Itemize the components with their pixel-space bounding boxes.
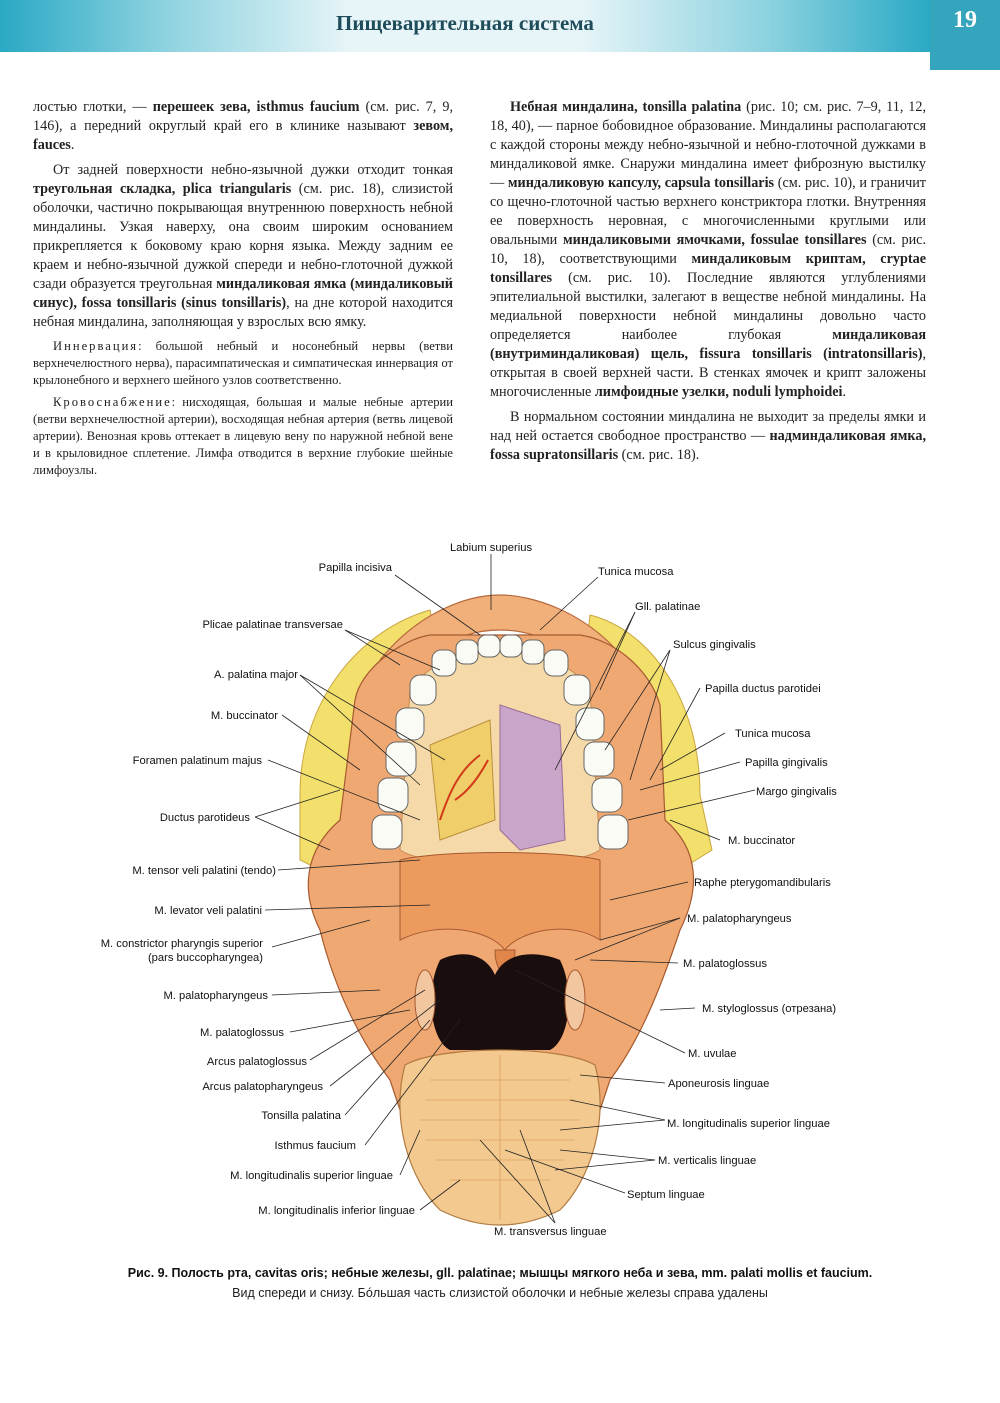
caption-title: Рис. 9. Полость рта, cavitas oris; небные железы, gll. palatinae; мышцы мягкого неба и зева, mm. palati mollis et faucium. xyxy=(127,1266,873,1280)
label-m-transversus: M. transversus linguae xyxy=(494,1226,607,1238)
label-plicae-palatinae: Plicae palatinae transversae xyxy=(202,619,343,631)
label-sulcus-gingivalis: Sulcus gingivalis xyxy=(673,639,756,651)
oral-cavity-illustration xyxy=(0,520,1000,1260)
page-header xyxy=(0,0,1000,70)
label-m-long-inf: M. longitudinalis inferior linguae xyxy=(258,1205,415,1217)
label-m-verticalis: M. verticalis linguae xyxy=(658,1155,757,1167)
label-m-palatoglossus-left: M. palatoglossus xyxy=(200,1027,284,1039)
tonsil-left xyxy=(415,970,435,1030)
label-m-palatopharyngeus-right: M. palatopharyngeus xyxy=(687,913,792,925)
paragraph-blood-supply: Кровоснабжение: нисходящая, большая и малые небные артерии (ветви верхнечелюстной артерии), восходящая небная артерия (ветвь лицевой артерии). Венозная кровь оттекает в лицевую вену по наружной небной вене и в крыловидное сплетение. Лимфа отводится в верхние глубокие шейные лимфоузлы. xyxy=(33,395,453,477)
caption-subtitle: Вид спереди и снизу. Бóльшая часть слизистой оболочки и небные железы справа удалены xyxy=(232,1286,768,1300)
label-ductus-parotideus: Ductus parotideus xyxy=(159,812,250,824)
figure-caption xyxy=(0,1266,1000,1300)
label-m-levator: M. levator veli palatini xyxy=(154,905,262,917)
page-number-box xyxy=(930,0,1000,70)
label-m-buccinator-right: M. buccinator xyxy=(728,835,796,847)
label-margo-gingivalis: Margo gingivalis xyxy=(756,786,837,798)
label-tunica-mucosa-right: Tunica mucosa xyxy=(735,728,811,740)
label-m-palatoglossus-right: M. palatoglossus xyxy=(683,958,767,970)
section-title: Пищеварительная система xyxy=(336,11,594,35)
paragraph: В нормальном состоянии миндалина не выходит за пределы ямки и над ней остается свободное пространство — надминдаликовая ямка, fossa supratonsillaris (см. рис. 18). xyxy=(490,409,926,463)
text-column-left xyxy=(33,98,453,484)
label-tunica-mucosa-top: Tunica mucosa xyxy=(598,566,674,578)
label-m-constrictor-1: M. constrictor pharyngis superior xyxy=(100,938,263,950)
label-septum: Septum linguae xyxy=(627,1189,705,1201)
label-m-palatopharyngeus-left: M. palatopharyngeus xyxy=(163,990,268,1002)
label-m-long-sup-left: M. longitudinalis superior linguae xyxy=(230,1170,393,1182)
label-m-long-sup-right: M. longitudinalis superior linguae xyxy=(667,1118,830,1130)
label-arcus-palatoglossus: Arcus palatoglossus xyxy=(206,1056,307,1068)
paragraph: Небная миндалина, tonsilla palatina (рис. 10; см. рис. 7–9, 11, 12, 18, 40), — парное бобовидное образование. Миндалины располагаются с каждой стороны между небно-язычной и небно-глоточной дужками в миндаликовой ямке. Снаружи миндалина имеет фиброзную выстилку — миндаликовую капсулу, capsula tonsillaris (см. рис. 10), и граничит со щечно-глоточной частью верхнего констриктора глотки. Внутренняя ее поверхность неровная, с многочисленными круглыми или овальными миндаликовыми ямочками, fossulae tonsillares (см. рис. 10, 18), соответствующими миндаликовым криптам, cryptae tonsillares (см. рис. 10). Последние являются углублениями эпителиальной выстилки, залегают в веществе небной миндалины. На медиальной поверхности небной миндалины довольно часто определяется наиболее глубокая миндаликовая (внутриминдаликовая) щель, fissura tonsillaris (intratonsillaris), открытая в своей верхней части. В стенках ямочек и крипт заложены многочисленные лимфоидные узелки, noduli lymphoidei. xyxy=(490,99,927,400)
label-m-constrictor-2: (pars buccopharyngea) xyxy=(147,952,263,964)
label-arcus-palatopharyngeus: Arcus palatopharyngeus xyxy=(202,1081,323,1093)
label-m-tensor: M. tensor veli palatini (tendo) xyxy=(132,865,276,877)
isthmus-opening xyxy=(431,954,568,1050)
label-m-uvulae: M. uvulae xyxy=(688,1048,737,1060)
palatine-glands xyxy=(500,705,565,850)
label-a-palatina-major: A. palatina major xyxy=(214,669,298,681)
paragraph: лостью глотки, — перешеек зева, isthmus faucium (см. рис. 7, 9, 146), а передний округлый край его в клинике называют зевом, fauces. xyxy=(33,99,454,153)
paragraph-innervation: Иннервация: большой небный и носонебный нервы (ветви верхнечелюстного нерва), парасимпатическая и симпатическая иннервация от крылонебного и верхнего шейного узлов соответственно. xyxy=(33,339,453,387)
label-papilla-gingivalis: Papilla gingivalis xyxy=(745,757,828,769)
text-column-right xyxy=(490,98,926,471)
label-foramen-palatinum: Foramen palatinum majus xyxy=(132,755,262,767)
label-aponeurosis: Aponeurosis linguae xyxy=(668,1078,770,1090)
label-raphe: Raphe pterygomandibularis xyxy=(694,877,831,889)
label-isthmus-faucium: Isthmus faucium xyxy=(274,1140,356,1152)
label-papilla-incisiva: Papilla incisiva xyxy=(318,562,392,574)
anatomical-figure xyxy=(0,520,1000,1260)
label-gll-palatinae: Gll. palatinae xyxy=(635,601,701,613)
label-m-buccinator-left: M. buccinator xyxy=(210,710,278,722)
paragraph: От задней поверхности небно-язычной дужки отходит тонкая треугольная складка, plica triangularis (см. рис. 18), слизистой оболочки, частично покрывающая внутреннюю поверхность небной миндалины. Узкая наверху, она своим широким основанием прикрепляется к боковому краю корня языка. Между задним ее краем и небно-язычной дужкой спереди и небно-глоточной дужкой сзади образуется треугольная миндаликовая ямка (миндаликовый синус), fossa tonsillaris (sinus tonsillaris), на дне которой находится небная миндалина, заполняющая у взрослых всю ямку. xyxy=(33,162,454,330)
label-papilla-ductus: Papilla ductus parotidei xyxy=(705,683,821,695)
label-labium-superius: Labium superius xyxy=(449,542,533,554)
label-m-styloglossus: M. styloglossus (отрезана) xyxy=(702,1003,837,1015)
tonsil-right xyxy=(565,970,585,1030)
page-number: 19 xyxy=(953,7,977,33)
label-tonsilla-palatina: Tonsilla palatina xyxy=(261,1110,341,1122)
